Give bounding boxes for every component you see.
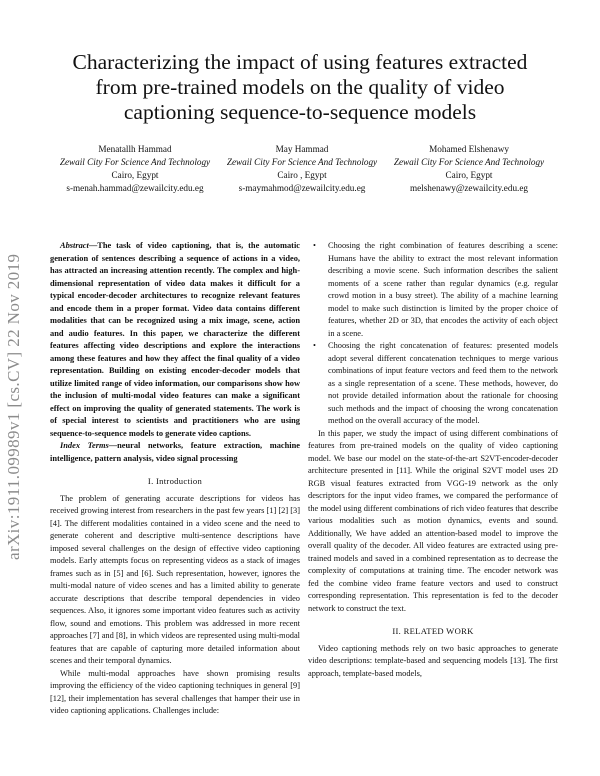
- author-3: [386, 143, 552, 195]
- bullet-icon: •: [313, 341, 316, 350]
- author-1: [52, 143, 218, 195]
- list-item: • Choosing the right concatenation of features: presented models adopt several different concatenation techniques to merge various combinations of input feature vectors and feed them to the network as a single representation of a scene. These methods, however, do not provide detailed information about the rationale for choosing such methods and the impact of choosing the wrong concatenation method on the overall accuracy of the model.: [313, 341, 558, 425]
- author-name: Mohamed Elshenawy: [429, 144, 509, 154]
- index-terms-label: Index Terms: [60, 441, 109, 450]
- section-heading-related-work: II. RELATED WORK: [392, 626, 474, 636]
- left-column: [50, 240, 300, 718]
- related-work-paragraph-1: Video captioning methods rely on two basic approaches to generate video descriptions: template-based and sequencing models [13]. The first approach, template-based models,: [308, 643, 558, 678]
- author-affiliation: Zewail City For Science And Technology: [226, 157, 378, 167]
- author-location: Cairo, Egypt: [445, 170, 493, 180]
- author-email: melshenawy@zewailcity.edu.eg: [409, 183, 529, 193]
- intro-paragraph-2: While multi-modal approaches have shown promising results improving the efficiency of the video captioning techniques in general [9] [12], their implementation has several challenges that hamper their use in video captioning applications. Challenges include:: [50, 668, 300, 715]
- abstract-text: —The task of video captioning, that is, the automatic generation of sentences describing a sequence of actions in a video, has attracted an increasing attention recently. The complex and high-dimensional representation of video data makes it difficult for a typical encoder-decoder architectures to recognize relevant features and encode them in a proper format. Video data contains different modalities that can be recognized using a mix image, scene, action and audio features. In this paper, we characterize the different features affecting video descriptions and explore the interactions among these features and how they affect the final quality of a video representation. Building on existing encoder-decoder models that utilize limited range of video information, our comparisons show how the inclusion of multi-modal video features can make a significant effect on improving the quality of generated statements. The work is of special interest to scientists and practitioners who are using sequence-to-sequence models to generate video captions.: [50, 241, 300, 438]
- author-2: [219, 143, 385, 195]
- intro-paragraph-1: The problem of generating accurate descriptions for videos has received growing interest from researchers in the past few years [1] [2] [3] [4]. The different modalities contained in a video scene and the need to generate coherent and descriptive multi-sentence descriptions have imposed several challenges on the design of effective video captioning models. Early attempts focus on representing videos as a stack of images frames such as in [5] and [6]. Such representation, however, ignores the multi-modal nature of video scenes and has a limited ability to generate accurate descriptions that describe temporal dependencies in video sequences. Also, it ignores some important video features such as activity flow, sound and emotions. This problem was addressed in more recent approaches [7] and [8], in which videos are represented using multi-modal features that are capable of capturing more detailed information about scenes and their temporal dynamics.: [50, 493, 300, 665]
- author-email: s-maymahmod@zewailcity.edu.eg: [238, 183, 366, 193]
- section-heading-introduction: I. Introduction: [147, 476, 203, 486]
- author-name: Menatallh Hammad: [98, 144, 172, 154]
- author-location: Cairo , Egypt: [277, 170, 327, 180]
- paper-title: Characterizing the impact of using features extracted from pre-trained models on the quality of video captioning sequence-to-sequence models: [72, 50, 528, 124]
- author-affiliation: Zewail City For Science And Technology: [393, 157, 545, 167]
- author-location: Cairo, Egypt: [111, 170, 159, 180]
- list-item: • Choosing the right combination of features describing a scene: Humans have the ability to extract the most relevant information describing a movie scene. Such information describes the salient moments of a scene rather than regular dynamics (e.g. regular crowd motion in a busy street). The ability of a machine learning model to make such distinction is limited by the proper choice of features, whether 2D or 3D, that encodes the activity of each object in a scene.: [313, 241, 558, 338]
- author-email: s-menah.hammad@zewailcity.edu.eg: [66, 183, 204, 193]
- arxiv-stamp: arXiv:1911.09989v1 [cs.CV] 22 Nov 2019: [4, 253, 23, 560]
- index-terms-text: —neural networks, feature extraction, machine intelligence, pattern analysis, video signal processing: [50, 441, 300, 463]
- challenges-list: [308, 240, 558, 428]
- bullet-icon: •: [313, 241, 316, 250]
- intro-paragraph-3: In this paper, we study the impact of using different combinations of features from pre-trained models on the quality of video captioning model. We base our model on the state-of-the-art S2VT-encoder-decoder architecture presented in [11]. While the original S2VT model uses 2D RGB visual features extracted from VGG-19 network as the only descriptors for the input video frames, we compared the performance of the model using different combinations of rich video features that describe various modalities such as motion dynamics, events and sound. Additionally, We have added an attention-based model to improve the overall quality of the decoder. All video features are extracted using pre-trained models and saved in a combined representation as to decrease the complexity of computations at training time. The encoder network was fed the combine video frame feature vectors and used to construct corresponding representation. This representation is fed to the decoder network to construct the text.: [308, 428, 558, 613]
- right-column: [308, 240, 558, 680]
- abstract-label: Abstract: [60, 241, 89, 250]
- author-name: May Hammad: [275, 144, 329, 154]
- author-affiliation: Zewail City For Science And Technology: [59, 157, 211, 167]
- abstract: [50, 240, 300, 440]
- author-block: [52, 143, 552, 195]
- index-terms: [50, 440, 300, 465]
